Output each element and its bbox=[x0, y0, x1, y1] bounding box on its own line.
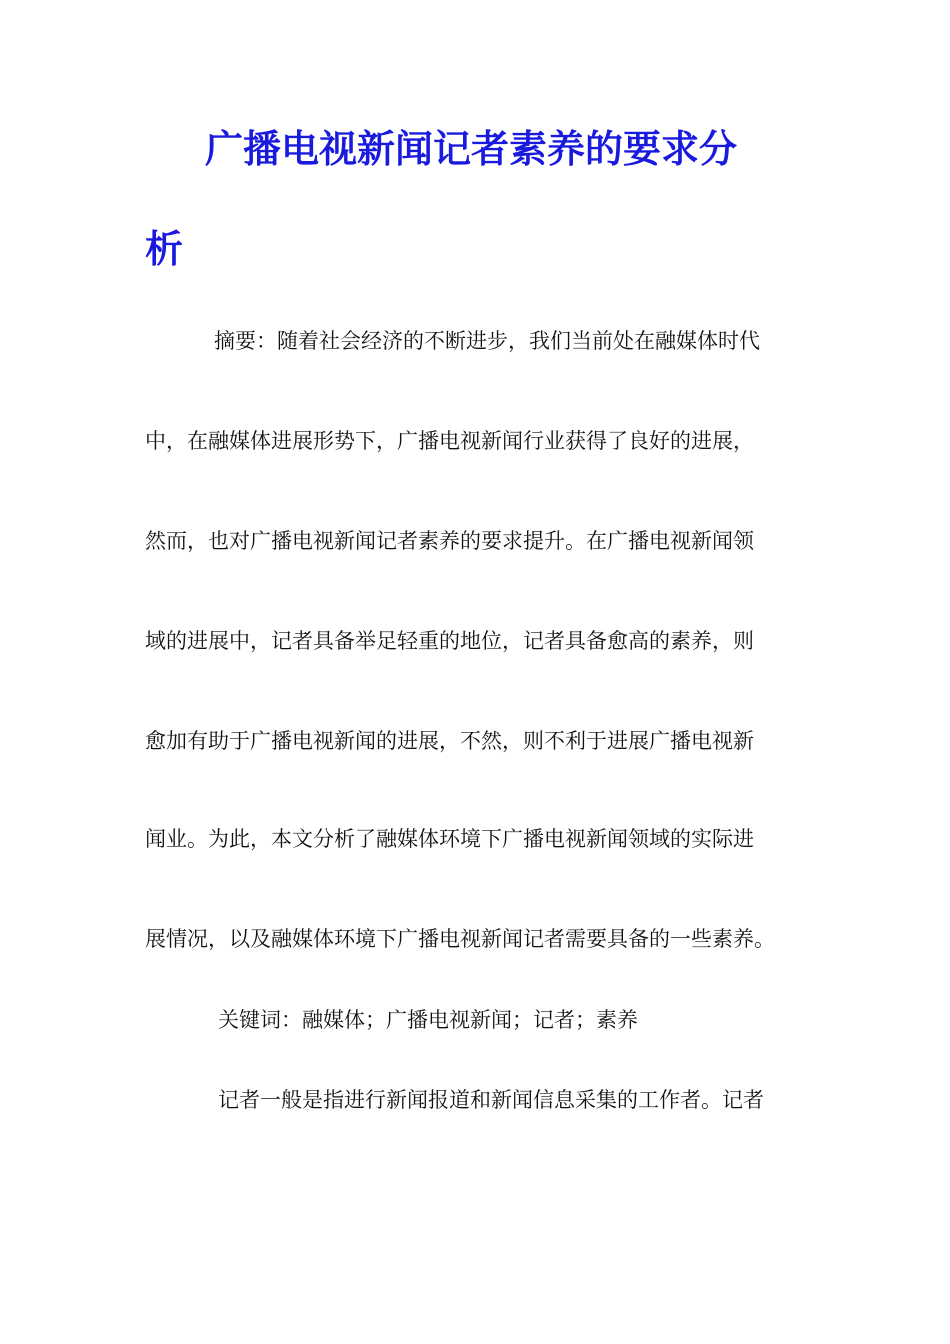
document-title-line-2: 析 bbox=[145, 226, 184, 271]
abstract-line: 摘要：随着社会经济的不断进步，我们当前处在融媒体时代 bbox=[214, 329, 760, 353]
abstract-line: 域的进展中，记者具备举足轻重的地位，记者具备愈高的素养，则 bbox=[145, 629, 754, 653]
document-title-line-1: 广播电视新闻记者素养的要求分 bbox=[205, 126, 738, 171]
abstract-line: 闻业。为此，本文分析了融媒体环境下广播电视新闻领域的实际进 bbox=[145, 827, 754, 851]
body-paragraph-line: 记者一般是指进行新闻报道和新闻信息采集的工作者。记者 bbox=[218, 1088, 764, 1112]
abstract-line: 中，在融媒体进展形势下，广播电视新闻行业获得了良好的进展， bbox=[145, 429, 754, 453]
abstract-line: 愈加有助于广播电视新闻的进展，不然，则不利于进展广播电视新 bbox=[145, 729, 754, 753]
keywords-line: 关键词：融媒体；广播电视新闻；记者；素养 bbox=[218, 1008, 638, 1032]
abstract-line: 然而，也对广播电视新闻记者素养的要求提升。在广播电视新闻领 bbox=[145, 529, 754, 553]
abstract-line: 展情况，以及融媒体环境下广播电视新闻记者需要具备的一些素养。 bbox=[145, 927, 775, 951]
